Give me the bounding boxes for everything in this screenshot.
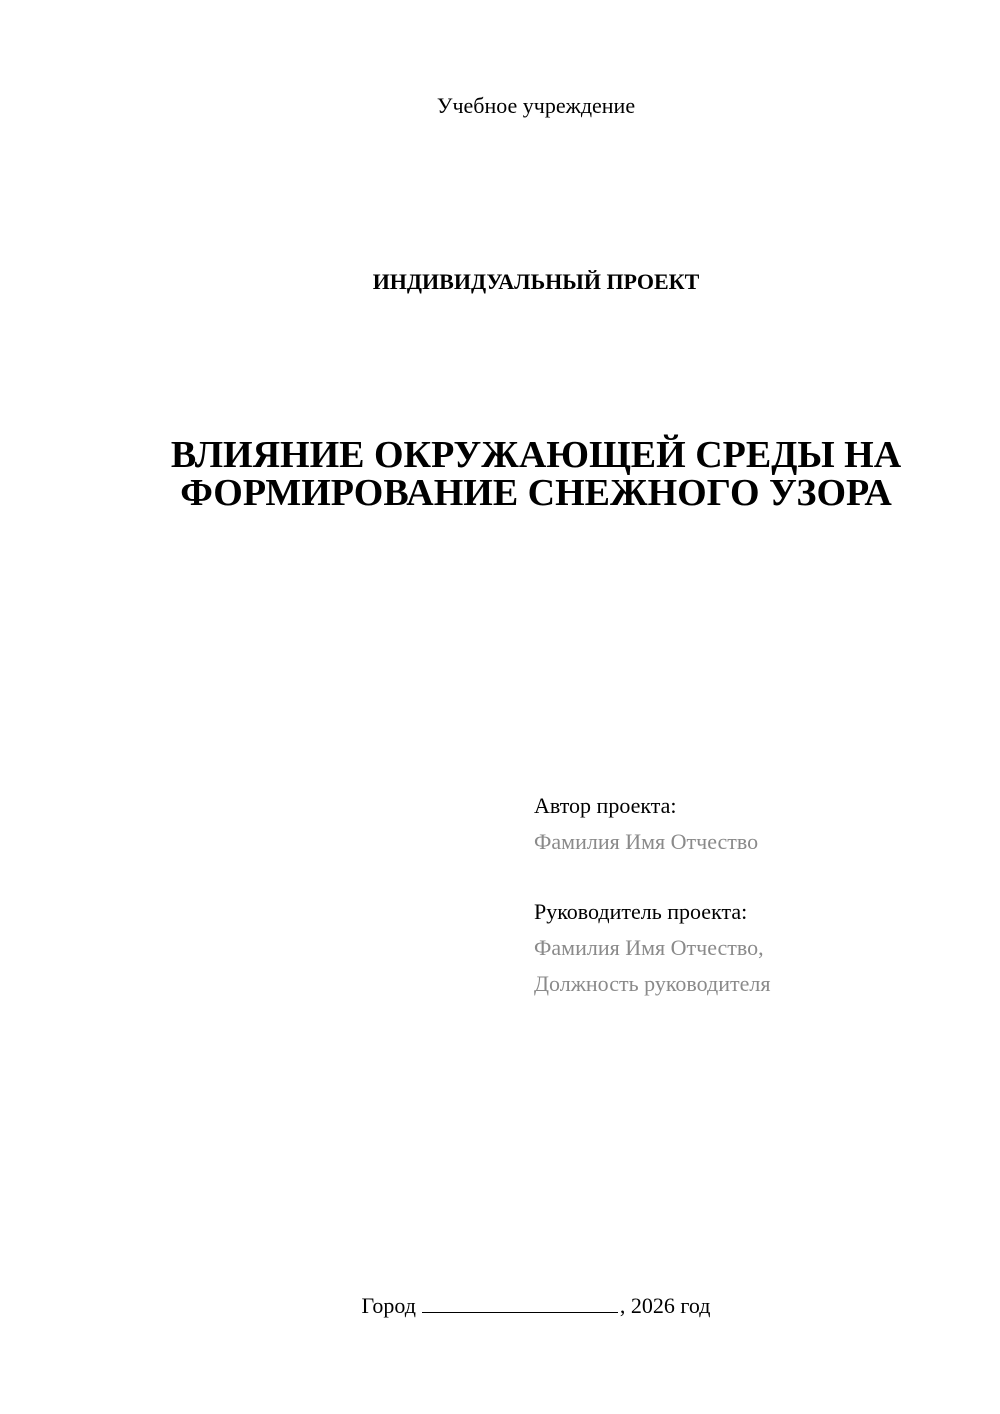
supervisor-position: Должность руководителя <box>534 971 771 996</box>
project-title-line-2: ФОРМИРОВАНИЕ СНЕЖНОГО УЗОРА <box>180 472 892 514</box>
supervisor-label: Руководитель проекта: <box>534 899 748 924</box>
project-title-line-1: ВЛИЯНИЕ ОКРУЖАЮЩЕЙ СРЕДЫ НА <box>170 434 902 476</box>
project-title <box>0 436 1000 512</box>
credits-block <box>534 788 974 1002</box>
city-label: Город <box>361 1293 416 1318</box>
supervisor-name: Фамилия Имя Отчество, <box>534 935 764 960</box>
footer-city-year <box>0 1290 1000 1320</box>
year-text: , 2026 год <box>619 1293 711 1318</box>
credits-spacer <box>534 860 974 894</box>
author-label: Автор проекта: <box>534 793 677 818</box>
author-name: Фамилия Имя Отчество <box>534 829 759 854</box>
project-type-heading: ИНДИВИДУАЛЬНЫЙ ПРОЕКТ <box>372 269 700 294</box>
city-blank-line <box>422 1290 618 1313</box>
institution-name: Учебное учреждение <box>436 93 636 118</box>
